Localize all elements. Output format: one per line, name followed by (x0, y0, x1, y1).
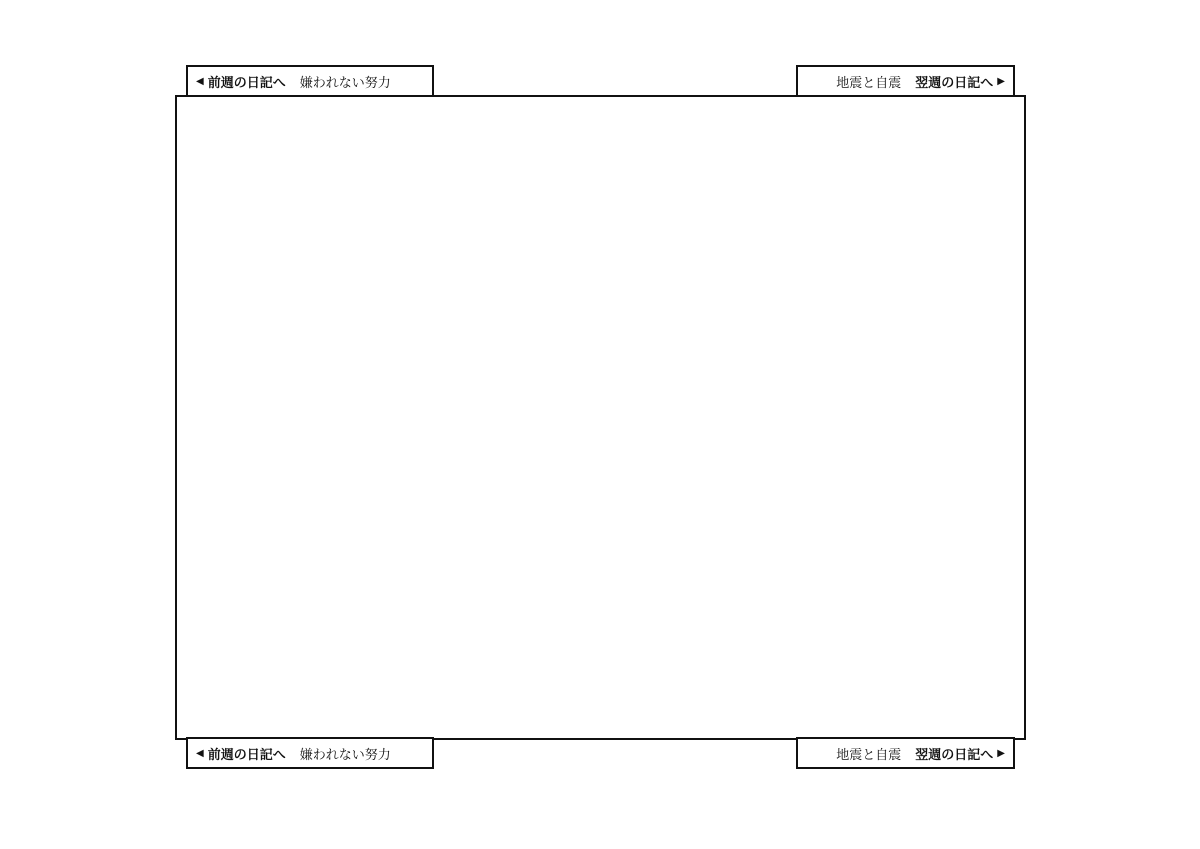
right-arrow-icon: ▶ (997, 747, 1005, 759)
prev-entry-title[interactable]: 嫌われない努力 (299, 75, 391, 91)
left-arrow-icon: ◀ (196, 747, 204, 759)
prev-week-link[interactable]: 前週の日記へ (207, 747, 286, 763)
right-arrow-icon: ▶ (997, 75, 1005, 87)
prev-week-nav-bottom[interactable] (186, 737, 434, 769)
left-arrow-icon: ◀ (196, 75, 204, 87)
next-entry-title[interactable]: 地震と自震 (836, 75, 902, 91)
prev-week-nav[interactable] (186, 65, 434, 97)
prev-week-link[interactable]: 前週の日記へ (207, 75, 286, 91)
next-week-link[interactable]: 翌週の日記へ (915, 747, 994, 763)
prev-entry-title[interactable]: 嫌われない努力 (299, 747, 391, 763)
next-week-nav[interactable] (796, 65, 1015, 97)
next-week-nav-bottom[interactable] (796, 737, 1015, 769)
next-week-link[interactable]: 翌週の日記へ (915, 75, 994, 91)
diary-frame (175, 95, 1026, 740)
next-entry-title[interactable]: 地震と自震 (836, 747, 902, 763)
